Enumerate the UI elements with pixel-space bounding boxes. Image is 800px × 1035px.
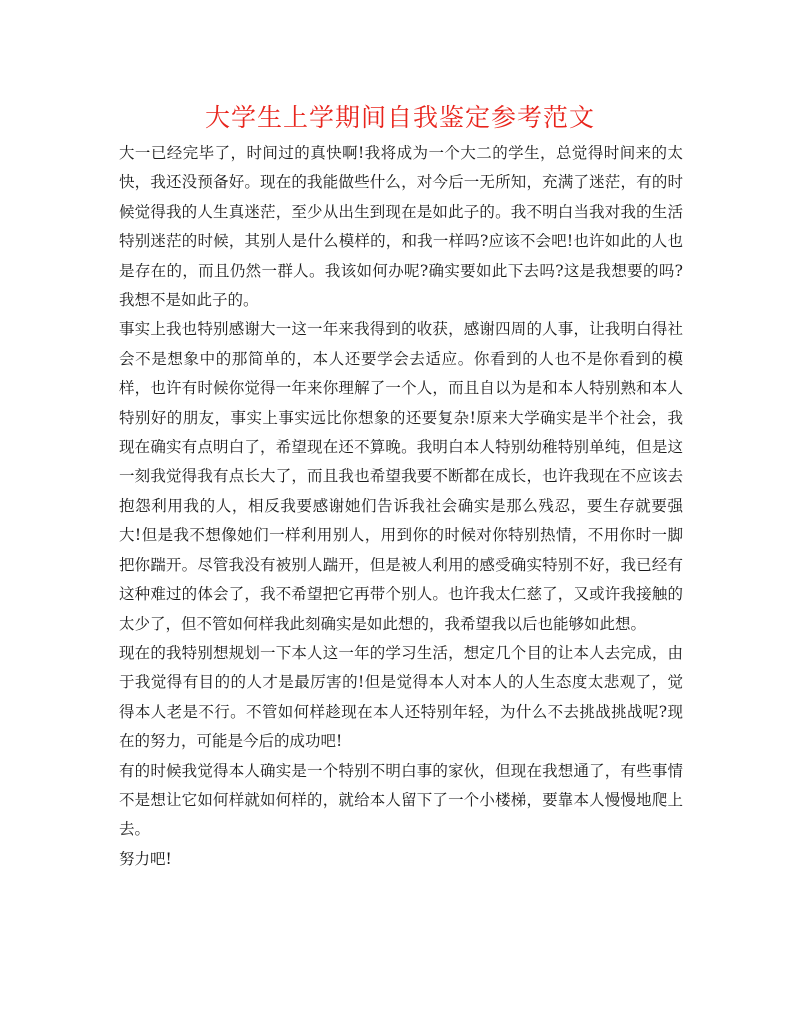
- paragraph-4: 有的时候我觉得本人确实是一个特别不明白事的家伙，但现在我想通了，有些事情不是想让它如何样就如何样的，就给本人留下了一个小楼梯，要靠本人慢慢地爬上去。: [119, 761, 683, 839]
- paragraph-2: 事实上我也特别感谢大一这一年来我得到的收获，感谢四周的人事，让我明白得社会不是想象中的那简单的，本人还要学会去适应。你看到的人也不是你看到的模样，也许有时候你觉得一年来你理解了一个人，而且自以为是和本人特别熟和本人特别好的朋友，事实上事实远比你想象的还要复杂!原来大学确实是半个社会，我现在确实有点明白了，希望现在还不算晚。我明白本人特别幼稚特别单纯，但是这一刻我觉得我有点长大了，而且我也希望我要不断都在成长，也许我现在不应该去抱怨利用我的人，相反我要感谢她们告诉我社会确实是那么残忍，要生存就要强大!但是我不想像她们一样利用别人，用到你的时候对你特别热情，不用你时一脚把你踹开。尽管我没有被别人踹开，但是被人利用的感受确实特别不好，我已经有这种难过的体会了，我不希望把它再带个别人。也许我太仁慈了，又或许我接触的太少了，但不管如何样我此刻确实是如此想的，我希望我以后也能够如此想。: [119, 320, 683, 633]
- document-title: 大学生上学期间自我鉴定参考范文: [204, 103, 595, 132]
- paragraph-1: 大一已经完毕了，时间过的真快啊!我将成为一个大二的学生，总觉得时间来的太快，我还没预备好。现在的我能做些什么，对今后一无所知，充满了迷茫，有的时候觉得我的人生真迷茫，至少从出生到现在是如此子的。我不明白当我对我的生活特别迷茫的时候，其别人是什么模样的，和我一样吗?应该不会吧!也许如此的人也是存在的，而且仍然一群人。我该如何办呢?确实要如此下去吗?这是我想要的吗?我想不是如此子的。: [119, 144, 683, 310]
- paragraph-5: 努力吧!: [119, 849, 172, 868]
- document-body: [119, 139, 683, 874]
- paragraph-3: 现在的我特别想规划一下本人这一年的学习生活，想定几个目的让本人去完成，由于我觉得有目的的人才是最厉害的!但是觉得本人对本人的人生态度太悲观了，觉得本人老是不行。不管如何样趁现在本人还特别年轻，为什么不去挑战挑战呢?现在的努力，可能是今后的成功吧!: [119, 643, 683, 751]
